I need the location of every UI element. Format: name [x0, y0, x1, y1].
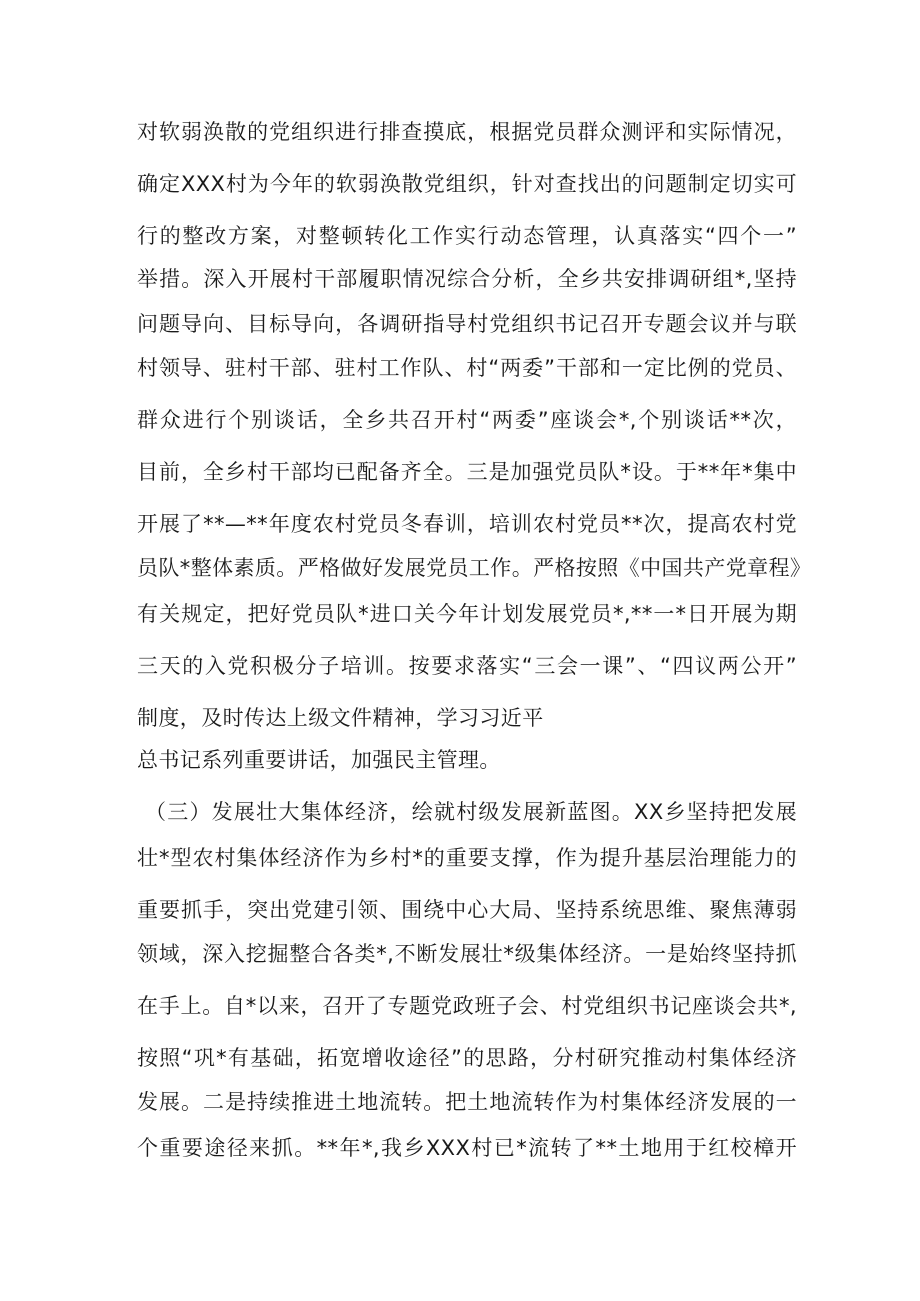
- text-line: 员队*整体素质。严格做好发展党员工作。严格按照《中国共产党章程》: [137, 556, 812, 580]
- text-line: 壮*型农村集体经济作为乡村*的重要支撑，作为提升基层治理能力的: [137, 846, 797, 870]
- text-line: 个重要途径来抓。**年*,我乡XXX村已*流转了**土地用于红校樟开: [137, 1136, 797, 1160]
- text-line: 重要抓手，突出党建引领、围绕中心大局、坚持系统思维、聚焦薄弱: [137, 898, 797, 922]
- text-line: 对软弱涣散的党组织进行排查摸底，根据党员群众测评和实际情况，: [137, 120, 797, 144]
- text-line: 问题导向、目标导向，各调研指导村党组织书记召开专题会议并与联: [137, 312, 797, 336]
- text-line: 开展了**—**年度农村党员冬春训，培训农村党员**次，提高农村党: [137, 512, 797, 536]
- text-line: 有关规定，把好党员队*进口关今年计划发展党员*,**一*日开展为期: [137, 602, 797, 626]
- text-line: 举措。深入开展村干部履职情况综合分析，全乡共安排调研组*,坚持: [137, 267, 797, 291]
- text-line: 目前，全乡村干部均已配备齐全。三是加强党员队*设。于**年*集中: [137, 460, 797, 484]
- text-line: 群众进行个别谈话，全乡共召开村“两委”座谈会*,个别谈话**次，: [137, 408, 797, 432]
- text-line: 确定XXX村为今年的软弱涣散党组织，针对查找出的问题制定切实可: [137, 172, 797, 196]
- section-heading-line: （三）发展壮大集体经济，绘就村级发展新蓝图。XX乡坚持把发展: [145, 800, 797, 824]
- text-line: 在手上。自*以来，召开了专题党政班子会、村党组织书记座谈会共*,: [137, 994, 797, 1018]
- text-line: 领域，深入挖掘整合各类*,不断发展壮*级集体经济。一是始终坚持抓: [137, 942, 797, 966]
- text-line: 按照“巩*有基础，拓宽增收途径”的思路，分村研究推动村集体经济: [137, 1046, 797, 1070]
- text-line: 村领导、驻村干部、驻村工作队、村“两委”干部和一定比例的党员、: [137, 356, 797, 380]
- text-line: 三天的入党积极分子培训。按要求落实“三会一课”、“四议两公开”: [137, 654, 797, 678]
- text-line: 发展。二是持续推进土地流转。把土地流转作为村集体经济发展的一: [137, 1090, 797, 1114]
- text-line: 行的整改方案，对整顿转化工作实行动态管理，认真落实“四个一”: [137, 224, 797, 248]
- text-line: 制度，及时传达上级文件精神，学习习近平: [137, 706, 544, 730]
- text-line: 总书记系列重要讲话，加强民主管理。: [137, 748, 501, 772]
